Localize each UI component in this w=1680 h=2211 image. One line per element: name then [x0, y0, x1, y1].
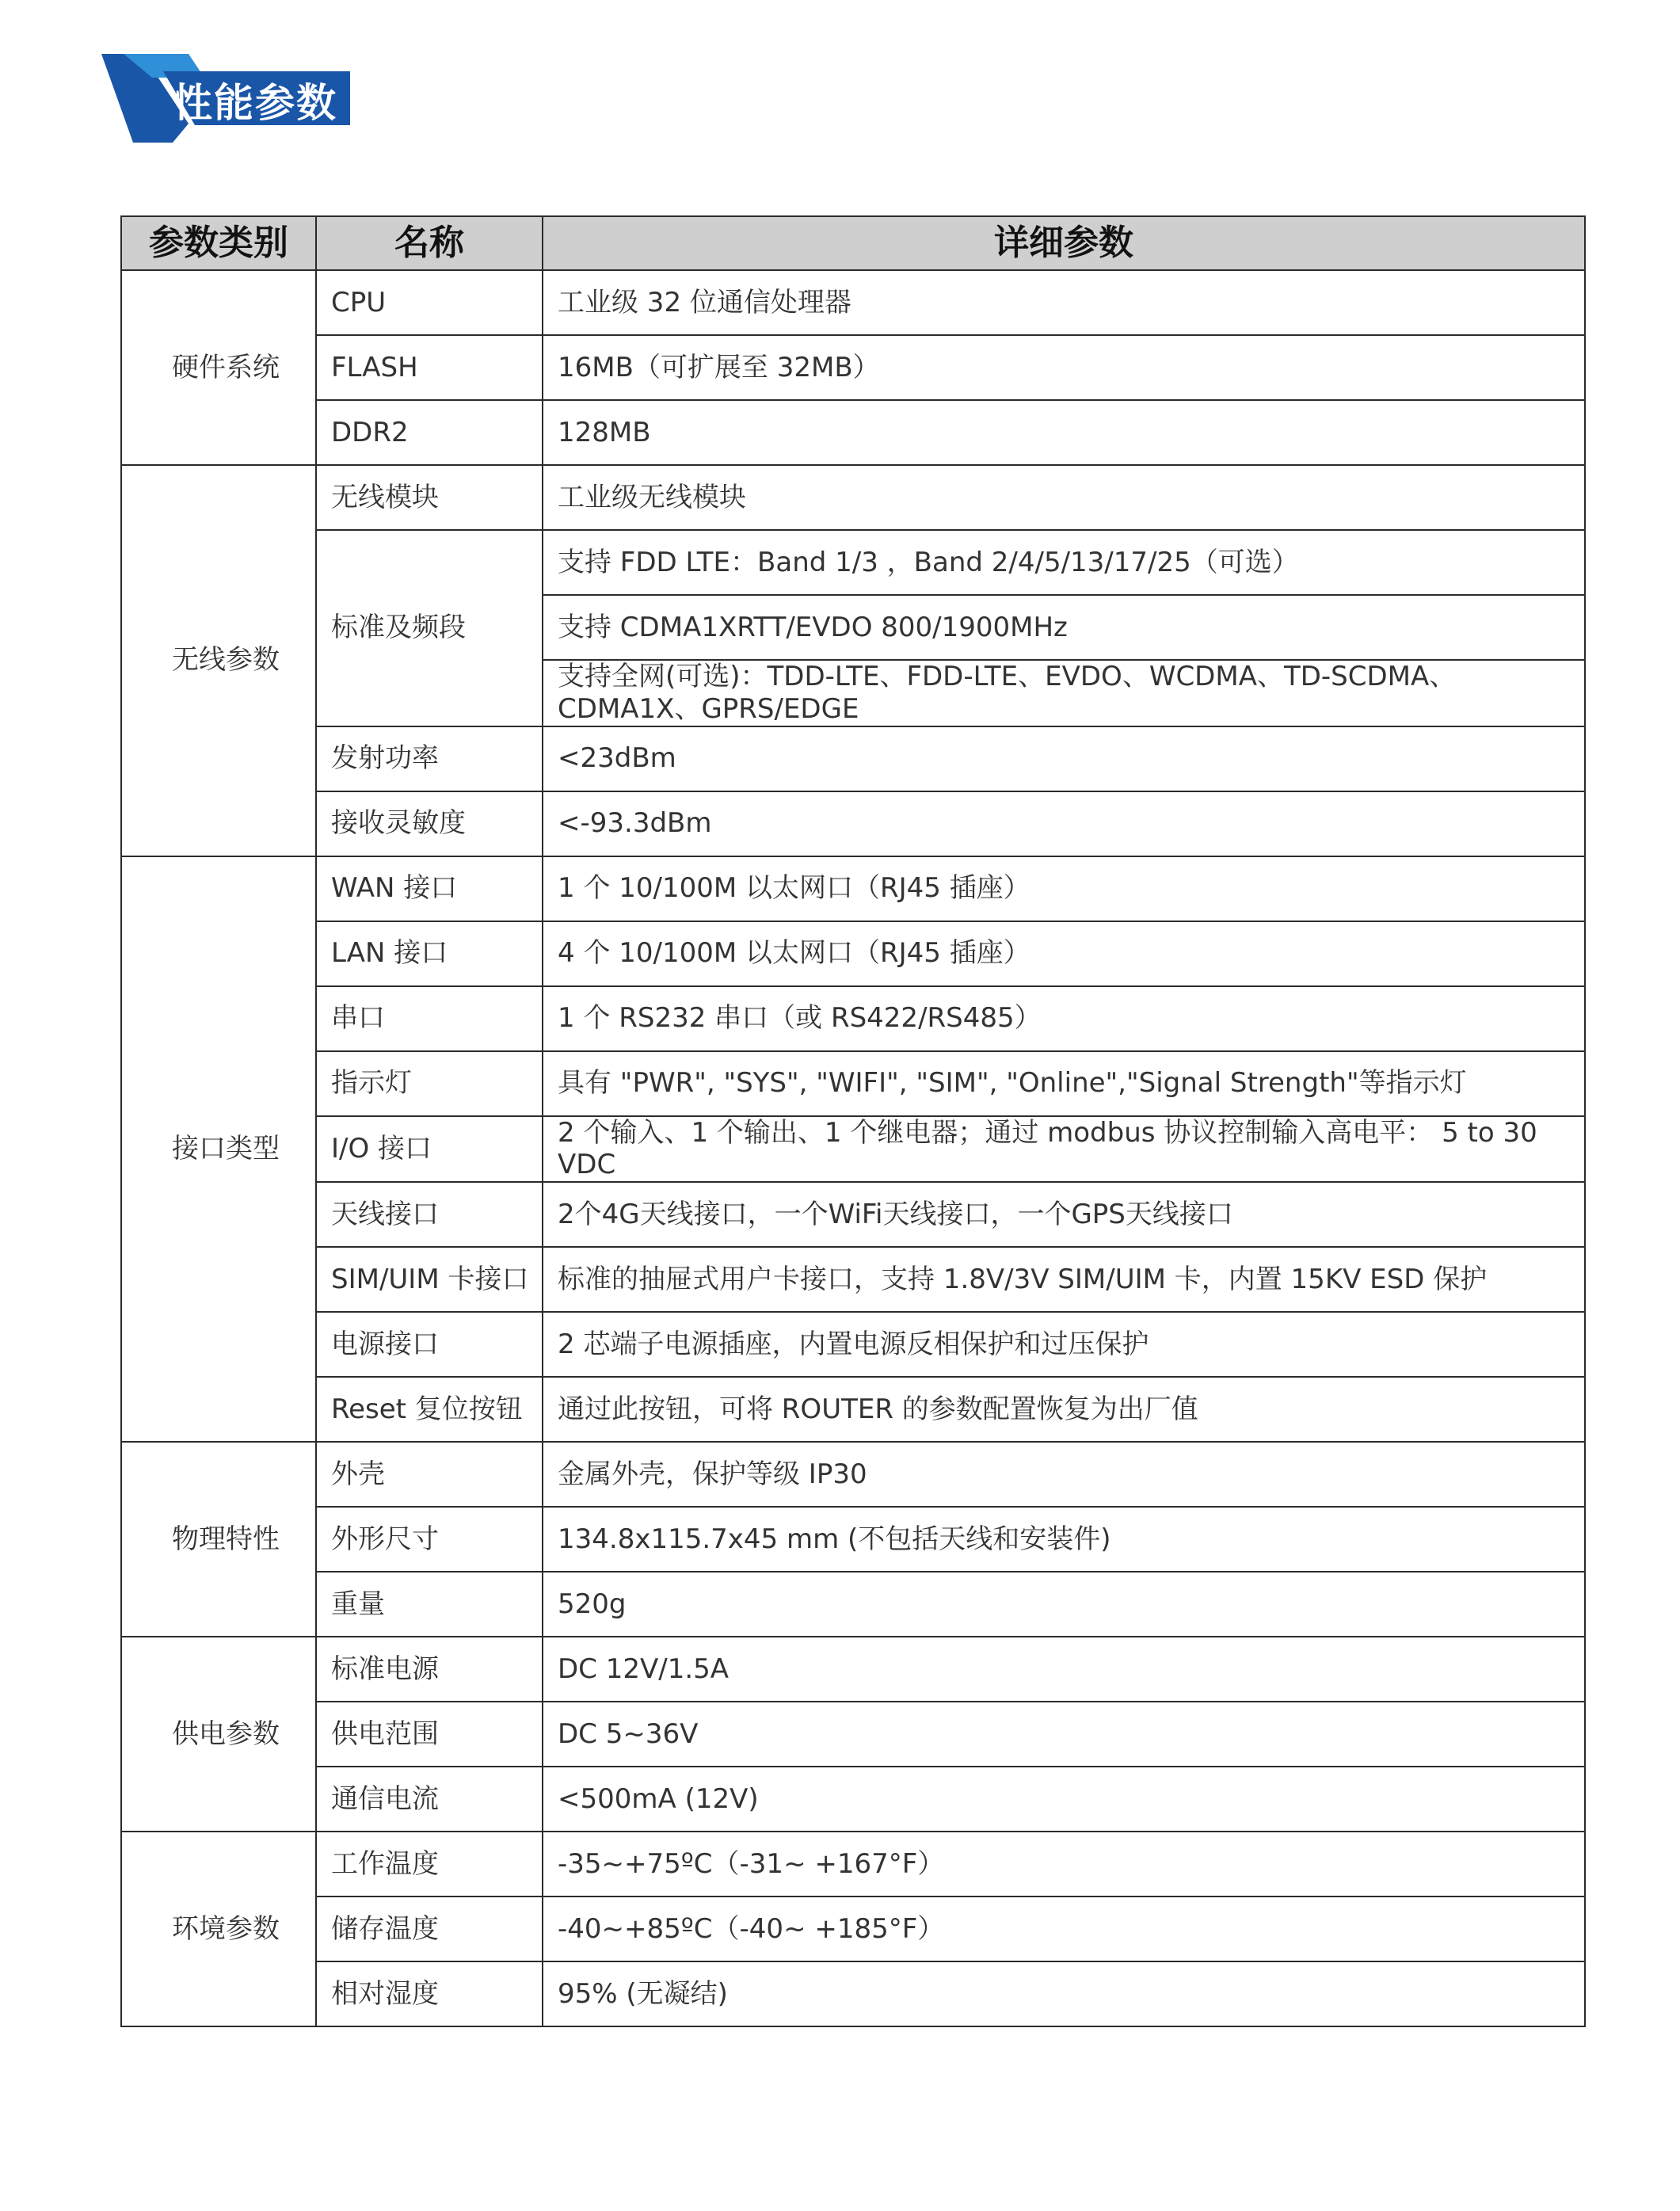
category-cell: 硬件系统	[121, 270, 316, 465]
param-name: 工作温度	[316, 1832, 543, 1897]
param-name: 接收灵敏度	[316, 791, 543, 856]
table-row	[121, 530, 1585, 595]
spec-table	[120, 215, 1586, 2027]
param-name: 外形尺寸	[316, 1507, 543, 1572]
table-row	[121, 1182, 1585, 1247]
param-name: 通信电流	[316, 1767, 543, 1832]
param-value: 2个4G天线接口，一个WiFi天线接口，一个GPS天线接口	[543, 1182, 1585, 1247]
table-header-row	[121, 216, 1585, 270]
param-name: 指示灯	[316, 1051, 543, 1116]
param-name: 标准及频段	[316, 530, 543, 726]
param-name: 供电范围	[316, 1702, 543, 1767]
param-name: 无线模块	[316, 465, 543, 530]
param-value: 2 个输入、1 个输出、1 个继电器；通过 modbus 协议控制输入高电平： 5 to 30 VDC	[543, 1116, 1585, 1183]
param-value: DC 12V/1.5A	[543, 1637, 1585, 1702]
param-value: 95% (无凝结)	[543, 1961, 1585, 2026]
param-value: 2 芯端子电源插座，内置电源反相保护和过压保护	[543, 1312, 1585, 1377]
table-row	[121, 400, 1585, 465]
table-row	[121, 921, 1585, 986]
param-value: 通过此按钮，可将 ROUTER 的参数配置恢复为出厂值	[543, 1377, 1585, 1442]
param-value: <500mA (12V)	[543, 1767, 1585, 1832]
param-value: 4 个 10/100M 以太网口（RJ45 插座）	[543, 921, 1585, 986]
param-value: 134.8x115.7x45 mm (不包括天线和安装件)	[543, 1507, 1585, 1572]
param-name: 外壳	[316, 1442, 543, 1507]
param-name: FLASH	[316, 335, 543, 400]
param-value: 工业级 32 位通信处理器	[543, 270, 1585, 335]
section-title: 性能参数	[173, 80, 337, 126]
table-row	[121, 1507, 1585, 1572]
param-value: DC 5~36V	[543, 1702, 1585, 1767]
table-row	[121, 1247, 1585, 1312]
table-row	[121, 1961, 1585, 2026]
table-row	[121, 856, 1585, 921]
param-name: LAN 接口	[316, 921, 543, 986]
table-row	[121, 1312, 1585, 1377]
table-row	[121, 1572, 1585, 1637]
param-value: 1 个 RS232 串口（或 RS422/RS485）	[543, 986, 1585, 1051]
table-row	[121, 270, 1585, 335]
table-row	[121, 1116, 1585, 1183]
param-name: CPU	[316, 270, 543, 335]
table-row	[121, 1051, 1585, 1116]
param-value: 520g	[543, 1572, 1585, 1637]
header-category: 参数类别	[121, 216, 316, 270]
param-value: 支持全网(可选)：TDD-LTE、FDD-LTE、EVDO、WCDMA、TD-SCDMA、CDMA1X、GPRS/EDGE	[543, 660, 1585, 726]
table-row	[121, 1832, 1585, 1897]
param-name: 相对湿度	[316, 1961, 543, 2026]
table-row	[121, 1377, 1585, 1442]
table-row	[121, 335, 1585, 400]
param-name: Reset 复位按钮	[316, 1377, 543, 1442]
param-name: 电源接口	[316, 1312, 543, 1377]
param-value: 128MB	[543, 400, 1585, 465]
header-detail: 详细参数	[543, 216, 1585, 270]
param-name: 发射功率	[316, 726, 543, 791]
param-value: <23dBm	[543, 726, 1585, 791]
section-banner	[101, 54, 355, 143]
param-value: 具有 "PWR", "SYS", "WIFI", "SIM", "Online","Signal Strength"等指示灯	[543, 1051, 1585, 1116]
table-row	[121, 1767, 1585, 1832]
param-name: SIM/UIM 卡接口	[316, 1247, 543, 1312]
table-row	[121, 1637, 1585, 1702]
param-name: 串口	[316, 986, 543, 1051]
param-value: -40~+85ºC（-40~ +185°F）	[543, 1897, 1585, 1961]
param-name: WAN 接口	[316, 856, 543, 921]
param-value: 标准的抽屉式用户卡接口，支持 1.8V/3V SIM/UIM 卡，内置 15KV ESD 保护	[543, 1247, 1585, 1312]
param-value: <-93.3dBm	[543, 791, 1585, 856]
param-name: DDR2	[316, 400, 543, 465]
table-row	[121, 986, 1585, 1051]
param-name: 重量	[316, 1572, 543, 1637]
table-row	[121, 1702, 1585, 1767]
param-value: 工业级无线模块	[543, 465, 1585, 530]
param-value: 支持 FDD LTE：Band 1/3 ，Band 2/4/5/13/17/25（可选）	[543, 530, 1585, 595]
param-name: 标准电源	[316, 1637, 543, 1702]
param-value: 16MB（可扩展至 32MB）	[543, 335, 1585, 400]
table-row	[121, 1897, 1585, 1961]
param-name: I/O 接口	[316, 1116, 543, 1183]
param-value: -35~+75ºC（-31~ +167°F）	[543, 1832, 1585, 1897]
header-name: 名称	[316, 216, 543, 270]
table-row	[121, 1442, 1585, 1507]
category-cell: 无线参数	[121, 465, 316, 856]
category-cell: 供电参数	[121, 1637, 316, 1832]
param-value: 金属外壳，保护等级 IP30	[543, 1442, 1585, 1507]
table-row	[121, 726, 1585, 791]
param-name: 储存温度	[316, 1897, 543, 1961]
category-cell: 物理特性	[121, 1442, 316, 1637]
param-value: 支持 CDMA1XRTT/EVDO 800/1900MHz	[543, 595, 1585, 660]
table-row	[121, 791, 1585, 856]
table-row	[121, 465, 1585, 530]
category-cell: 环境参数	[121, 1832, 316, 2026]
param-value: 1 个 10/100M 以太网口（RJ45 插座）	[543, 856, 1585, 921]
category-cell: 接口类型	[121, 856, 316, 1443]
param-name: 天线接口	[316, 1182, 543, 1247]
